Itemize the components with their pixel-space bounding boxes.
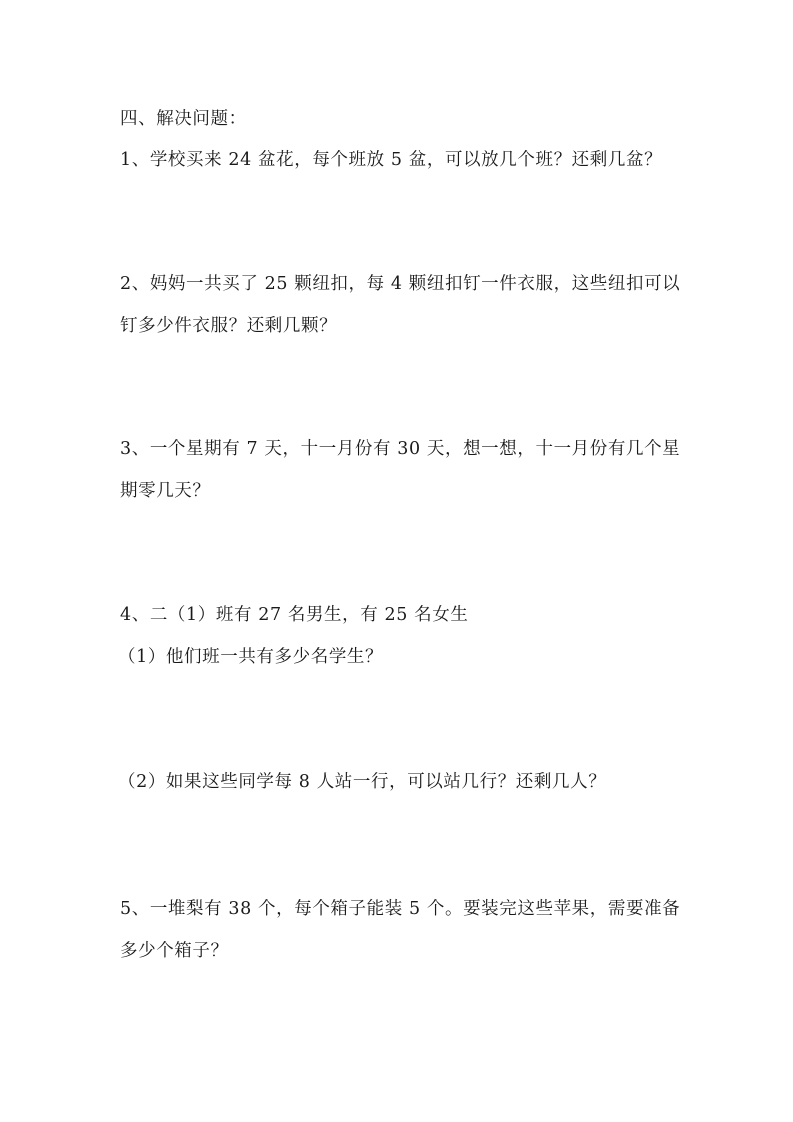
problem-3-line-1: 3、一个星期有 7 天，十一月份有 30 天，想一想，十一月份有几个星 — [120, 439, 681, 459]
problem-2-line-2: 钉多少件衣服？还剩几颗？ — [120, 316, 338, 336]
section-heading: 四、解决问题： — [120, 109, 247, 129]
problem-1-line-1: 1、学校买来 24 盆花，每个班放 5 盆，可以放几个班？还剩几盆？ — [120, 150, 663, 170]
problem-5-line-2: 多少个箱子？ — [120, 941, 229, 961]
problem-4-sub-question-1: （1）他们班一共有多少名学生？ — [118, 647, 384, 667]
problem-4-line-1: 4、二（1）班有 27 名男生，有 25 名女生 — [120, 605, 469, 625]
problem-2-line-1: 2、妈妈一共买了 25 颗纽扣，每 4 颗纽扣钉一件衣服，这些纽扣可以 — [120, 274, 681, 294]
problem-4-sub-question-2: （2）如果这些同学每 8 人站一行，可以站几行？还剩几人？ — [118, 772, 607, 792]
problem-3-line-2: 期零几天？ — [120, 481, 211, 501]
problem-5-line-1: 5、一堆梨有 38 个，每个箱子能装 5 个。要装完这些苹果，需要准备 — [120, 899, 681, 919]
